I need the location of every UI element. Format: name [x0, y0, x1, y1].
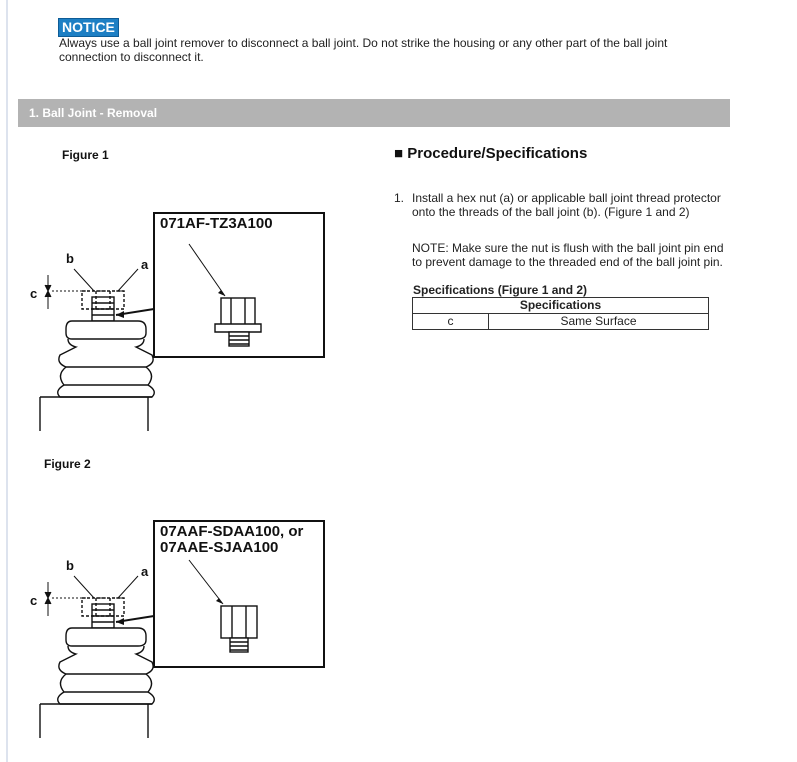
figure-2-tool-line-2: 07AAE-SJAA100 [160, 539, 279, 556]
part-b-label: b [66, 558, 74, 573]
note-text: NOTE: Make sure the nut is flush with the ball joint pin end to prevent damage to the threaded end of the ball joint pin. [412, 241, 724, 269]
part-a-label: a [141, 564, 149, 579]
spec-table [412, 297, 709, 330]
figure-2-label: Figure 2 [44, 457, 91, 471]
figure-1-tool-number: 071AF-TZ3A100 [160, 215, 273, 232]
dimension-c-label: c [30, 286, 38, 301]
step-number: 1. [394, 191, 405, 205]
notice-text: Always use a ball joint remover to disconnect a ball joint. Do not strike the housing or any other part of the ball joint connection to disconnect it. [59, 36, 668, 64]
figure-1-tool-callout [153, 212, 325, 358]
hex-nut-flanged-icon [155, 214, 323, 356]
dimension-c-label: c [30, 593, 38, 608]
notice-badge: NOTICE [58, 18, 119, 37]
part-a-label: a [141, 257, 149, 272]
section-title: 1. Ball Joint - Removal [29, 106, 158, 120]
step-text: Install a hex nut (a) or applicable ball joint thread protector onto the threads of the ball joint (b). (Figure 1 and 2) [412, 191, 721, 219]
part-b-label: b [66, 251, 74, 266]
table-row [413, 314, 709, 330]
spec-key-cell: c [413, 314, 489, 330]
spec-caption: Specifications (Figure 1 and 2) [413, 283, 588, 297]
hex-nut-icon [155, 522, 323, 666]
spec-table-header-row [413, 298, 709, 314]
procedure-heading: ■ Procedure/Specifications [394, 145, 588, 162]
figure-2-tool-callout [153, 520, 325, 668]
section-header-bar[interactable] [18, 99, 730, 127]
figure-2-tool-line-1: 07AAF-SDAA100, or [160, 523, 304, 540]
figure-1-label: Figure 1 [62, 148, 109, 162]
spec-value-cell: Same Surface [489, 314, 709, 330]
spec-table-header: Specifications [413, 298, 709, 314]
